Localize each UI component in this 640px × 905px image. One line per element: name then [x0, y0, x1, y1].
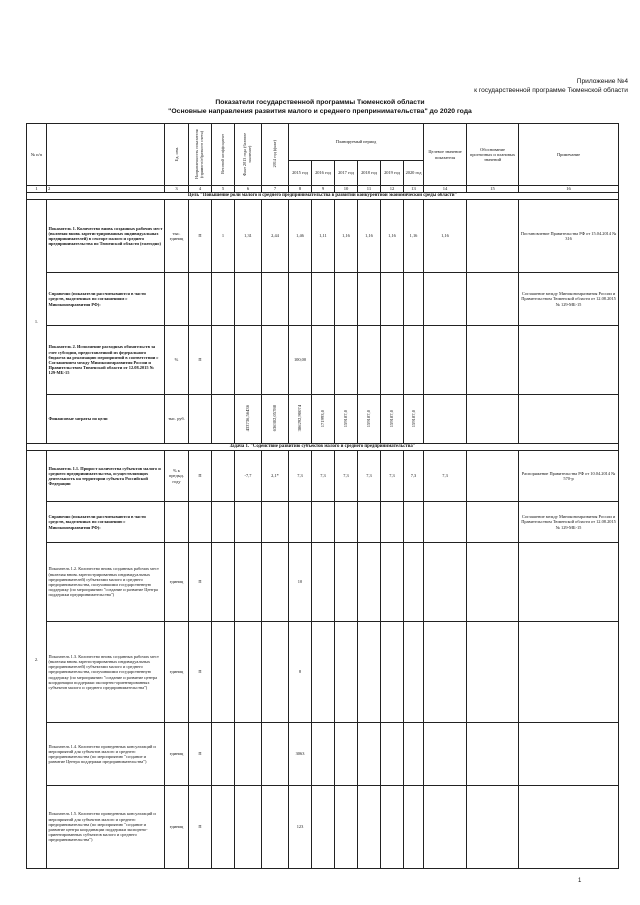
note-cell: Соглашение между Минэкономразвития России и Правительством Тюменской области от 12.08.2015 № 129-МБ-15: [519, 502, 619, 543]
table-row: [27, 723, 619, 786]
direction-cell: П: [189, 451, 212, 502]
appendix-header: [474, 77, 628, 95]
note-cell: Постановление Правительства РФ от 15.04.2014 № 316: [519, 200, 619, 273]
header-justification: Обоснование прогнозных и плановых значений: [467, 124, 519, 186]
indicator-name: Показатель 1.2. Количество вновь созданных рабочих мест (включая вновь зарегистрированных индивидуальных предпринимателей) субъектами малого и среднего предпринимательства, получившими государственную поддержку (по мероприятию "создание и развитие Центра поддержки предпринимательства"): [47, 543, 165, 622]
col-number: 5: [212, 186, 235, 193]
direction-cell: П: [189, 786, 212, 869]
table-row: [27, 395, 619, 444]
direction-cell: П: [189, 543, 212, 622]
value-2015: 3063: [289, 723, 312, 786]
fact-2014-cell: 636302,05788: [262, 395, 289, 444]
column-numbers-row: [27, 186, 619, 193]
indicator-name: Показатель 1.3. Количество вновь созданных рабочих мест (включая вновь зарегистрированных индивидуальных предпринимателей) субъектами малого и среднего предпринимательства, получившими государственную поддержку (по мероприятию "создание и развитие центра координации поддержки экспортно-ориентированных субъектов малого и среднего предпринимательства"): [47, 622, 165, 723]
indicator-name: Показатель 1.4. Количество проведенных консультаций и мероприятий для субъектов малого и среднего предпринимательства (по мероприятию "создание и развитие Центра поддержки предпринимательства"): [47, 723, 165, 786]
col-number: 12: [381, 186, 404, 193]
value-2015: 8: [289, 622, 312, 723]
value-2020: 1,16: [404, 200, 424, 273]
weight-cell: 1: [212, 200, 235, 273]
indicator-name: Показатель 2. Исполнение расходных обязательств за счет субсидии, предоставленной из федерального бюджета на реализацию мероприятий в соответствии с Соглашением между Минэкономразвития России и Правительством Тюменской области от 12.08.2015 № 129-МБ-15: [47, 326, 165, 395]
unit-cell: единиц: [165, 723, 189, 786]
page-number: 1: [578, 878, 582, 884]
appendix-line-2: к государственной программе Тюменской области: [474, 87, 628, 94]
col-number: 13: [404, 186, 424, 193]
indicator-name: Финансовые затраты по цели: [47, 395, 165, 444]
header-direction: Направленность показателя (прямого/обратного счета): [189, 124, 212, 186]
document-title: [60, 99, 580, 116]
direction-cell: П: [189, 326, 212, 395]
row-num: 1.: [27, 200, 47, 444]
value-2017: 7,3: [335, 451, 358, 502]
target-cell: 1,16: [424, 200, 467, 273]
header-planned-period: Планируемый период: [289, 124, 424, 161]
unit-cell: тыс. руб.: [165, 395, 189, 444]
indicators-table: [26, 123, 619, 869]
col-number: 15: [467, 186, 519, 193]
indicator-name: Показатель 1.1. Прирост количества субъектов малого и среднего предпринимательства, осуществляющих деятельность на территории субъекта Российской Федерации: [47, 451, 165, 502]
col-number: 1: [27, 186, 47, 193]
value-2018: 7,3: [358, 451, 381, 502]
target-cell: 7,3: [424, 451, 467, 502]
value-2019: 7,3: [381, 451, 404, 502]
col-number: 16: [519, 186, 619, 193]
value-2015: 386292,90074: [289, 395, 312, 444]
value-2018: 1,16: [358, 200, 381, 273]
header-fact-2014: 2014 год (факт): [262, 124, 289, 186]
col-number: 9: [312, 186, 335, 193]
value-2020: 7,3: [404, 451, 424, 502]
value-2017: 159187,0: [335, 395, 358, 444]
indicator-name: Справочно (показатели рассчитываются в части средств, выделенных по соглашению с Минэкономразвития РФ):: [47, 502, 165, 543]
fact-2013-cell: -7,7: [235, 451, 262, 502]
col-number: 8: [289, 186, 312, 193]
col-number: 4: [189, 186, 212, 193]
table-row: [27, 502, 619, 543]
header-num: № п/п: [27, 124, 47, 186]
goal-row: [27, 193, 619, 200]
table-row: [27, 622, 619, 723]
value-2015: 10: [289, 543, 312, 622]
header-year-2019: 2019 год: [381, 161, 404, 186]
unit-cell: %: [165, 326, 189, 395]
value-2015: 7,3: [289, 451, 312, 502]
note-cell: Распоряжение Правительства РФ от 10.04.2014 № 570-р: [519, 451, 619, 502]
header-year-2015: 2015 год: [289, 161, 312, 186]
direction-cell: П: [189, 723, 212, 786]
unit-cell: единиц: [165, 622, 189, 723]
header-year-2016: 2016 год: [312, 161, 335, 186]
header-weight: Весовой коэффициент: [212, 124, 235, 186]
col-number: 10: [335, 186, 358, 193]
indicator-name: Показатель 1. Количество вновь созданных рабочих мест (включая вновь зарегистрированных индивидуальных предпринимателей) в секторе малого и среднего предпринимательства по Тюменской области (ежегодно): [47, 200, 165, 273]
value-2018: 159187,0: [358, 395, 381, 444]
value-2016: 1,11: [312, 200, 335, 273]
indicator-name: Справочно (показатели рассчитываются в части средств, выделенных по соглашениям с Минэкономразвития РФ):: [47, 273, 165, 326]
header-name: [47, 124, 165, 186]
fact-2013-cell: 433736,56436: [235, 395, 262, 444]
unit-cell: % к предыд. году: [165, 451, 189, 502]
header-unit: Ед. изм.: [165, 124, 189, 186]
direction-cell: П: [189, 622, 212, 723]
task-text: Задача 1. "Содействие развитию субъектов малого и среднего предпринимательства": [27, 444, 619, 451]
table-row: [27, 200, 619, 273]
header-target: Целевое значение показателя: [424, 124, 467, 186]
unit-cell: единиц: [165, 786, 189, 869]
value-2017: 1,16: [335, 200, 358, 273]
header-note: Примечание: [519, 124, 619, 186]
col-number: 14: [424, 186, 467, 193]
value-2015: 100,00: [289, 326, 312, 395]
value-2016: 171993,0: [312, 395, 335, 444]
unit-cell: тыс. единиц: [165, 200, 189, 273]
header-year-2020: 2020 год: [404, 161, 424, 186]
table-row: [27, 326, 619, 395]
fact-2013-cell: 1,31: [235, 200, 262, 273]
justification-cell: [467, 200, 519, 273]
justification-cell: [467, 451, 519, 502]
unit-cell: единиц: [165, 543, 189, 622]
table-row: [27, 543, 619, 622]
col-number: 2: [47, 186, 165, 193]
title-line-1: Показатели государственной программы Тюменской области: [215, 99, 425, 106]
value-2016: 7,3: [312, 451, 335, 502]
task-row: [27, 444, 619, 451]
note-cell: Соглашение между Минэкономразвития России и Правительством Тюменской области от 12.08.2015 № 129-МБ-15: [519, 273, 619, 326]
appendix-line-1: Приложение №4: [576, 78, 628, 85]
header-year-2018: 2018 год: [358, 161, 381, 186]
header-year-2017: 2017 год: [335, 161, 358, 186]
title-line-2: "Основные направления развития малого и среднего препринимательства" до 2020 года: [168, 107, 472, 115]
table-row: [27, 451, 619, 502]
value-2015: 123: [289, 786, 312, 869]
fact-2014-cell: 2,1*: [262, 451, 289, 502]
goal-text: Цель "Повышение роли малого и среднего предпринимательства в развитии конкурентной экономической среды области": [27, 193, 619, 200]
col-number: 6: [235, 186, 262, 193]
header-row-1: [27, 124, 619, 161]
header-fact-2013: Факт 2013 года (базовое значение): [235, 124, 262, 186]
col-number: 3: [165, 186, 189, 193]
value-2020: 159187,0: [404, 395, 424, 444]
value-2019: 1,16: [381, 200, 404, 273]
table-row: [27, 786, 619, 869]
value-2015: 1,46: [289, 200, 312, 273]
col-number: 11: [358, 186, 381, 193]
table-row: [27, 273, 619, 326]
row-num: 2.: [27, 451, 47, 869]
value-2019: 159187,0: [381, 395, 404, 444]
indicator-name: Показатель 1.5. Количество проведенных консультаций и мероприятий для субъектов малого и среднего предпринимательства (по мероприятию "создание и развитие центра координации поддержки экспортно-ориентированных субъектов малого и среднего предпринимательства"): [47, 786, 165, 869]
col-number: 7: [262, 186, 289, 193]
fact-2014-cell: 2,44: [262, 200, 289, 273]
direction-cell: П: [189, 200, 212, 273]
